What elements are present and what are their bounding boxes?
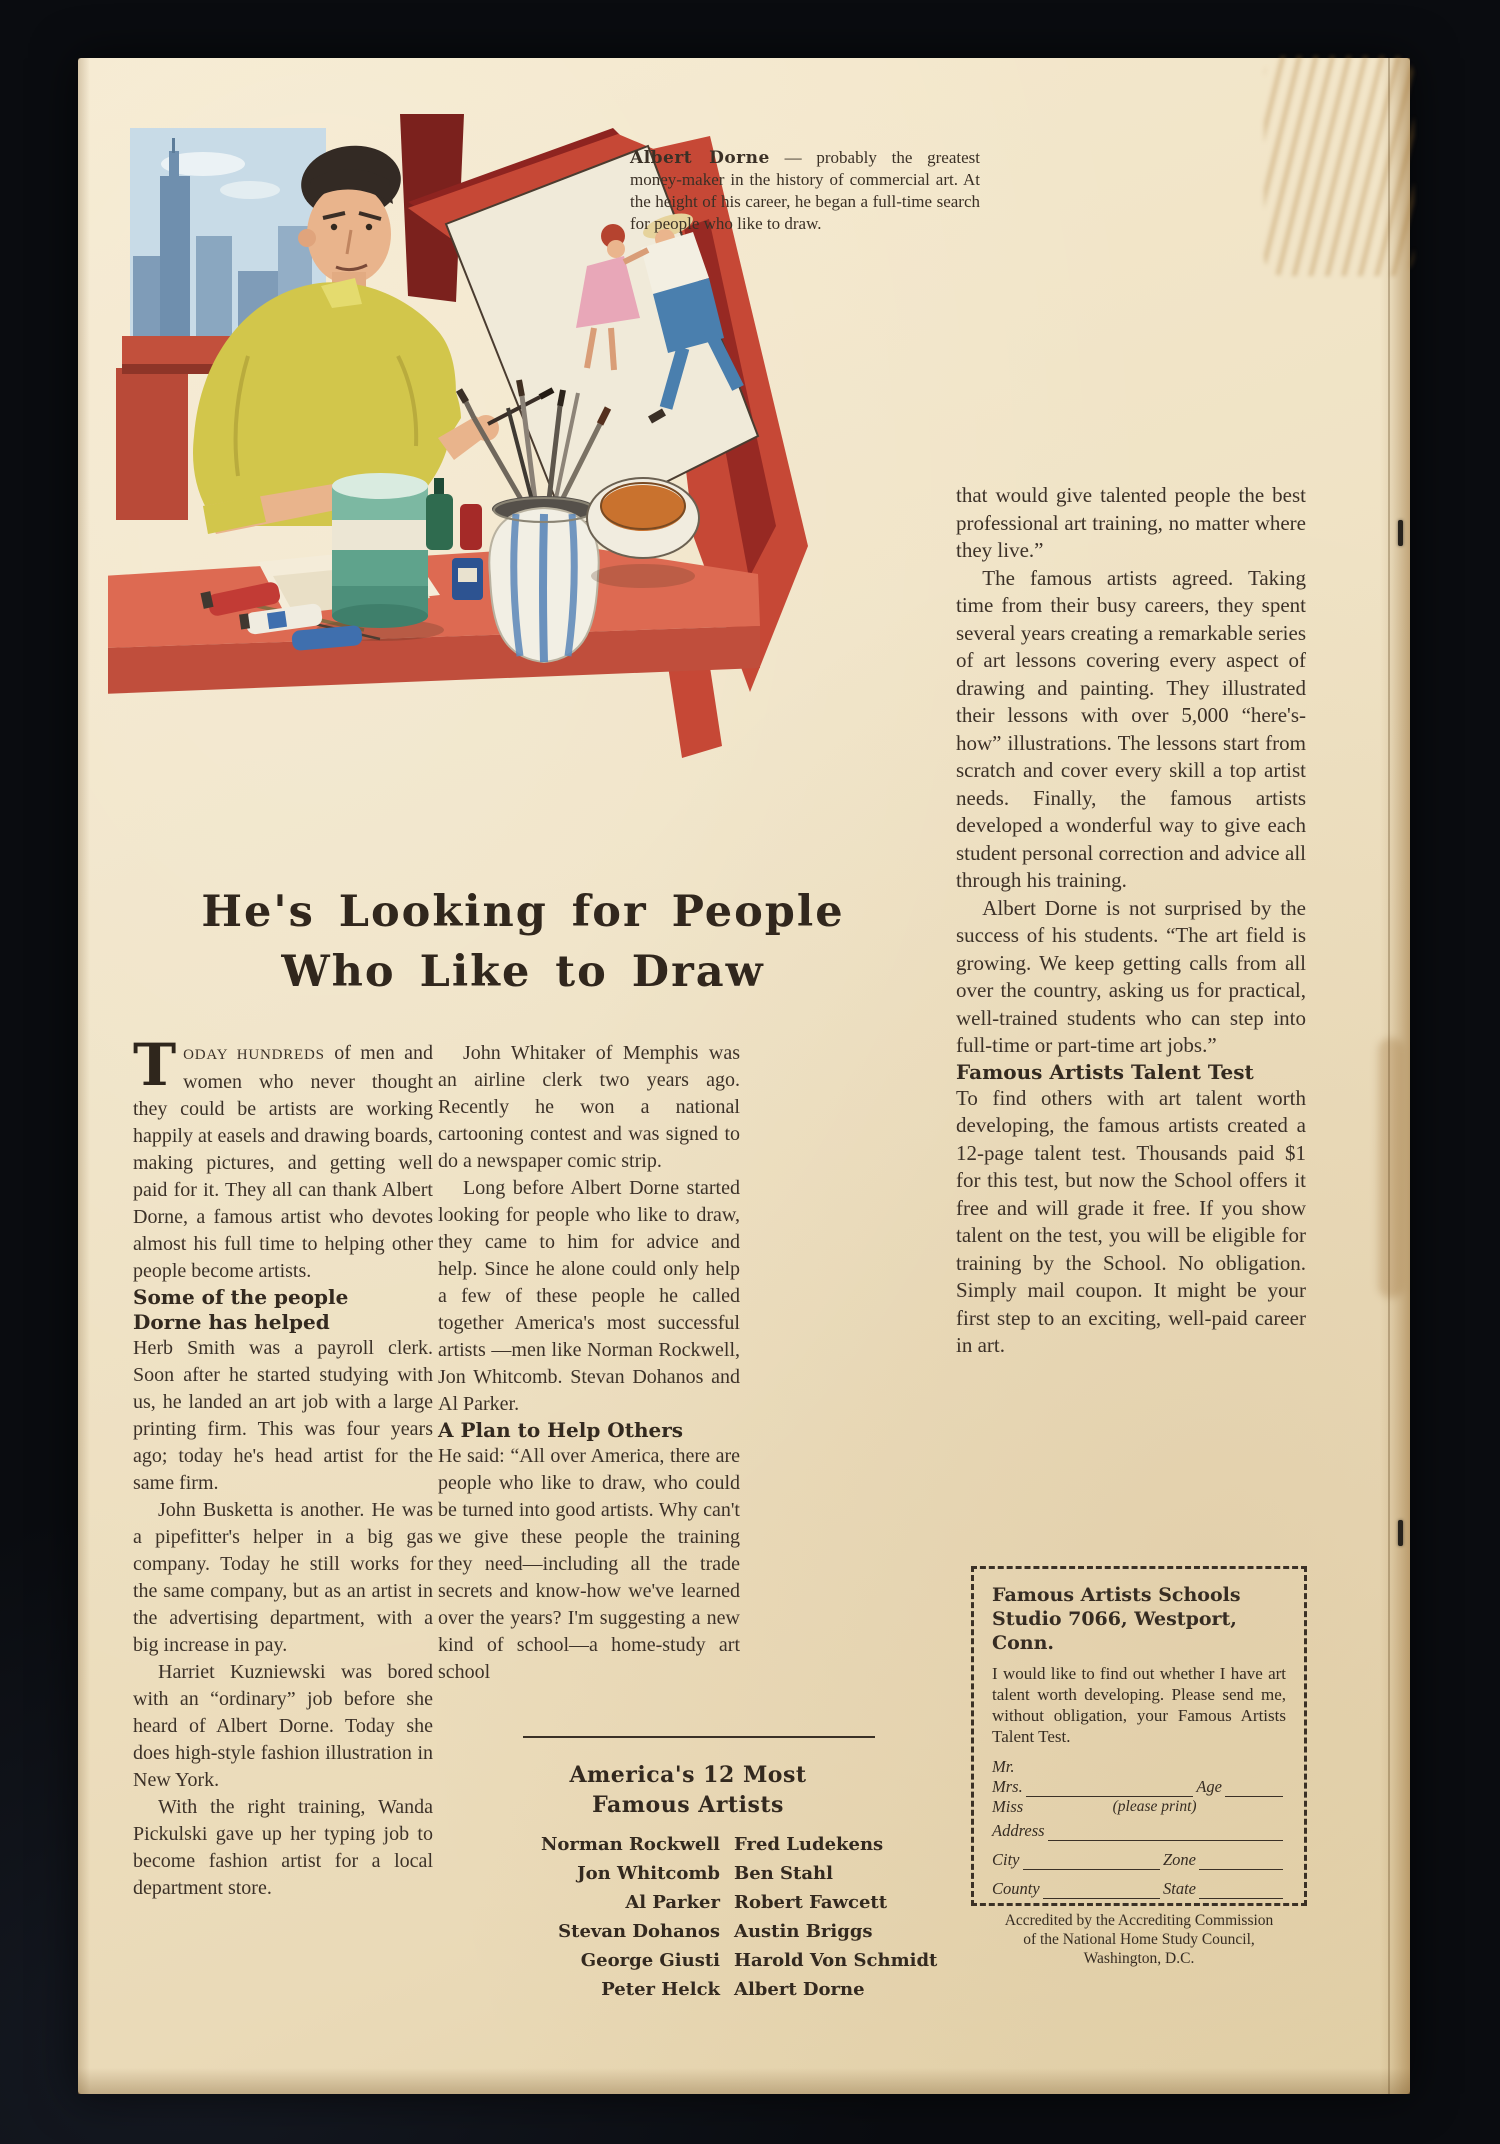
lead-smallcaps: ODAY HUNDREDS (183, 1047, 325, 1063)
paragraph: To find others with art talent worth developing, the famous artists created a 12-page talent test. Thousands paid $1 for this test, but now the School offers it free and will grade it free. If you show talent on the test, you will be eligible for training by the School. No obligation. Simply mail coupon. It might be your first step to an exciting, well-paid career in art. (956, 1085, 1306, 1357)
caption-name: Albert Dorne (630, 148, 770, 168)
form-label-zone: Zone (1163, 1850, 1196, 1869)
form-row-address (992, 1821, 1286, 1841)
tanned-left-edge (78, 58, 90, 2094)
headline (118, 882, 928, 1002)
mail-coupon (971, 1566, 1307, 1967)
paragraph: John Busketta is another. He was a pipefitter's helper in a big gas company. Today he still works for the same company, but as an artist in the advertising department, with a big increase in pay. (133, 1499, 433, 1656)
artist-name: Fred Ludekens (734, 1834, 884, 1855)
form-label-city: City (992, 1850, 1020, 1869)
paragraph: that would give talented people the best professional art training, no matter where they live.” (956, 483, 1306, 562)
artist-row (428, 1830, 948, 1859)
city-field-line (1023, 1855, 1161, 1870)
artist-row (428, 1859, 948, 1888)
spine-crease (1388, 58, 1390, 2094)
paragraph: John Whitaker of Memphis was an airline clerk two years ago. Recently he won a national cartooning contest and was signed to do a newspaper comic strip. (438, 1042, 740, 1172)
zone-field-line (1199, 1855, 1283, 1870)
artist-name: Jon Whitcomb (577, 1863, 720, 1884)
corner-stain (1264, 56, 1414, 276)
state-field-line (1199, 1884, 1283, 1899)
paragraph: He said: “All over America, there are people who like to draw, who could be turned into good artists. Why can't we give these people the training they need—including all the trade secrets and know-how we've learned over the years? I'm suggesting a new kind of school—a home-study art school (438, 1445, 740, 1683)
subhead-plan: A Plan to Help Others (438, 1418, 684, 1442)
form-row-mrs (992, 1777, 1286, 1797)
headline-line-1: He's Looking for People (201, 887, 845, 937)
form-label-county: County (992, 1879, 1040, 1898)
paragraph: Albert Dorne is not surprised by the success of his students. “The art field is growing. We keep getting calls from all over the country, asking us for practical, well-trained students who can step into full-time or part-time art jobs.” (956, 895, 1306, 1057)
tanned-bottom-edge (78, 2068, 1410, 2094)
form-label-age: Age (1196, 1777, 1222, 1796)
please-print-note: (please print) (1112, 1798, 1197, 1815)
artist-name: Albert Dorne (734, 1979, 865, 2000)
artist-name: Robert Fawcett (734, 1892, 888, 1913)
coupon-address-line: Studio 7066, Westport, Conn. (992, 1608, 1237, 1654)
artist-row (428, 1917, 948, 1946)
form-label-mr: Mr. (992, 1757, 1015, 1776)
subhead-talent-test: Famous Artists Talent Test (956, 1059, 1254, 1084)
paragraph: Harriet Kuzniewski was bored with an “ordinary” job before she heard of Albert Dorne. Today she does high-style fashion illustration in New York. (133, 1661, 433, 1791)
paragraph: Long before Albert Dorne started looking for people who like to draw, they came to him for advice and help. Since he alone could only help a few of these people he called together America's most successful artists —men like Norman Rockwell, Jon Whitcomb. Stevan Dohanos and Al Parker. (438, 1177, 740, 1415)
age-field-line (1225, 1782, 1283, 1797)
artist-row (428, 1946, 948, 1975)
tanned-right-edge (1380, 58, 1410, 2094)
form-label-address: Address (992, 1821, 1045, 1840)
form-row-mr (992, 1757, 1286, 1777)
paragraph: With the right training, Wanda Pickulski gave up her typing job to become fashion artist for a local department store. (133, 1796, 433, 1899)
form-row-miss (992, 1797, 1286, 1817)
form-label-mrs: Mrs. (992, 1777, 1023, 1796)
form-row-county (992, 1879, 1286, 1899)
column-middle (438, 1040, 740, 1686)
subhead-people-helped: Some of the people Dorne has helped (133, 1285, 349, 1334)
artist-name: Austin Briggs (734, 1921, 873, 1942)
form-label-state: State (1163, 1879, 1196, 1898)
mixing-bowl (587, 478, 699, 588)
comic-page (78, 58, 1410, 2094)
county-field-line (1043, 1884, 1160, 1899)
address-field-line (1048, 1826, 1283, 1841)
accreditation-note: Accredited by the Accrediting Commission of the National Home Study Council, Washington, D.C. (1004, 1912, 1274, 1967)
paint-tins (316, 473, 444, 641)
lead-rest: of men and women who never thought they could be artists are working happily at easels and drawing boards, making pictures, and getting well paid for it. They all can thank Albert Dorne, a famous artist who devotes almost his full time to helping other people become artists. (133, 1042, 433, 1282)
photo-caption (630, 147, 980, 235)
coupon-body: I would like to find out whether I have art talent worth developing. Please send me, without obligation, your Famous Artists Talent Test. (992, 1664, 1286, 1746)
paragraph: Herb Smith was a payroll clerk. Soon after he started studying with us, he landed an art job with a large printing firm. This was four years ago; today he's head artist for the same firm. (133, 1337, 433, 1494)
artist-name: Norman Rockwell (540, 1834, 720, 1855)
artist-name: Stevan Dohanos (558, 1921, 720, 1942)
artist-name: George Giusti (580, 1950, 720, 1971)
form-label-miss: Miss (992, 1797, 1024, 1816)
edge-stain (1378, 1038, 1404, 1298)
lead-paragraph (133, 1031, 433, 1285)
coupon-school-name: Famous Artists Schools Studio 7066, Westport, Conn. (992, 1584, 1241, 1654)
divider-rule (523, 1736, 875, 1738)
column-right (956, 482, 1306, 1360)
form-row-city (992, 1850, 1286, 1870)
staple-mark (1398, 1520, 1403, 1546)
artist-name: Ben Stahl (734, 1863, 833, 1884)
artists-heading: America's 12 Most Famous Artists (569, 1762, 807, 1818)
caption-text: — probably the greatest money-maker in the history of commercial art. At the height of his career, he began a full-time search for people who like to draw. (630, 148, 981, 233)
artist-name: Al Parker (625, 1892, 720, 1913)
name-field-line (1026, 1782, 1194, 1797)
paragraph: The famous artists agreed. Taking time from their busy careers, they spent several years creating a remarkable series of art lessons covering every aspect of drawing and painting. They illustrated their lessons with over 5,000 “here's-how” illustrations. The lessons start from scratch and cover every skill a top artist needs. Finally, the famous artists developed a wonderful way to give each student personal correction and advice all through his training. (956, 565, 1306, 892)
staple-mark (1398, 520, 1403, 546)
artist-row (428, 1888, 948, 1917)
artist-row (428, 1975, 948, 2004)
artist-name: Peter Helck (601, 1979, 720, 2000)
drop-cap: T (133, 1031, 177, 1099)
column-left (133, 1031, 433, 1902)
famous-artists-block (428, 1760, 948, 2004)
headline-line-2: Who Like to Draw (281, 947, 765, 997)
artist-name: Harold Von Schmidt (734, 1950, 938, 1971)
